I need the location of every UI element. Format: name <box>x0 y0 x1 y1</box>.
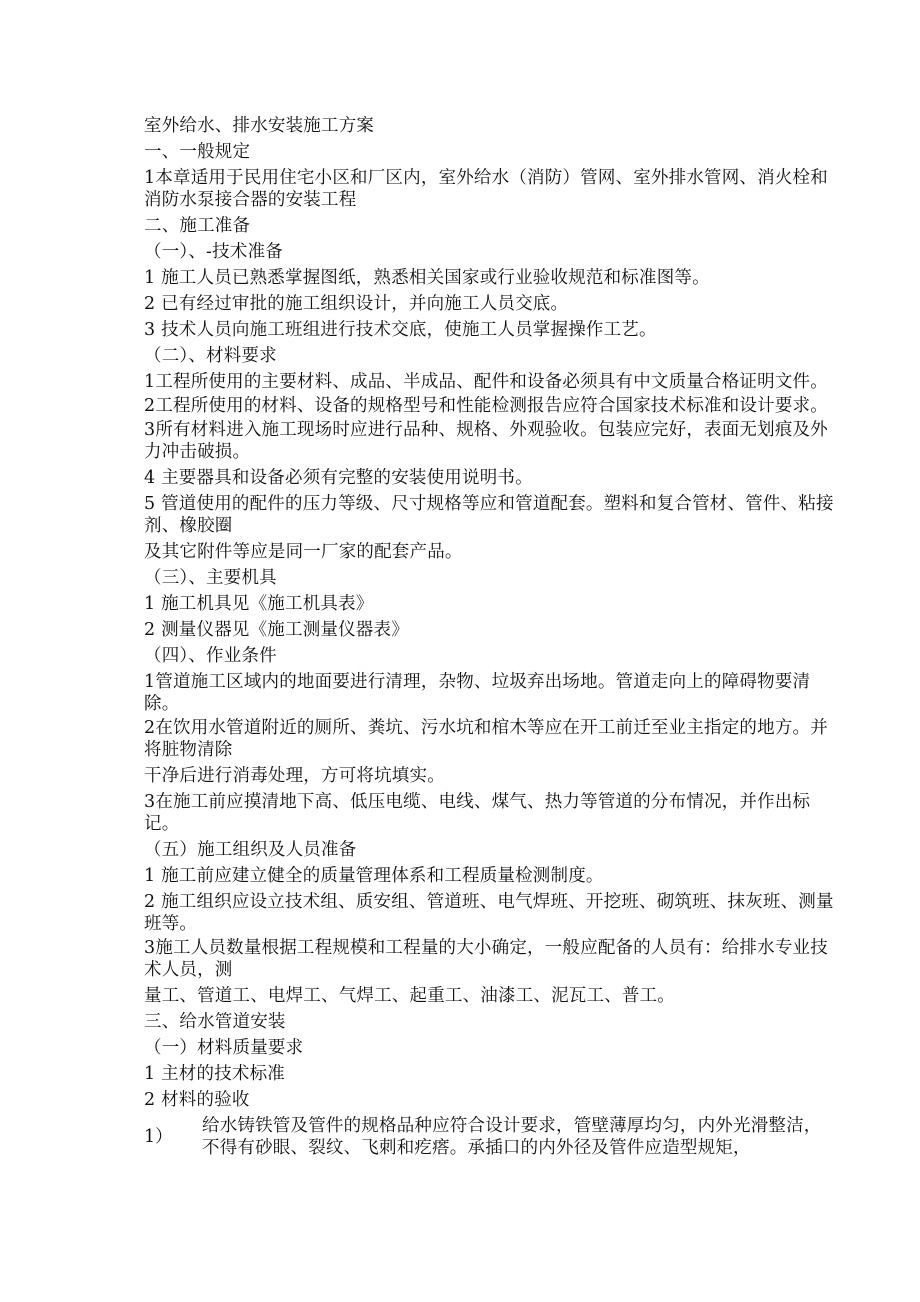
subsection-heading: （三）、主要机具 <box>144 568 277 588</box>
paragraph: 3施工人员数量根据工程规模和工程量的大小确定，一般应配备的人员有：给排水专业技术人员，测 <box>144 938 828 980</box>
paragraph: 1 主材的技术标准 <box>144 1064 285 1084</box>
paragraph: 1 施工前应建立健全的质量管理体系和工程质量检测制度。 <box>144 866 604 886</box>
paragraph: 2 已有经过审批的施工组织设计，并向施工人员交底。 <box>144 294 569 314</box>
paragraph: 2 测量仪器见《施工测量仪器表》 <box>144 620 409 640</box>
subsection-heading: （一）、-技术准备 <box>144 242 283 262</box>
paragraph: 5 管道使用的配件的压力等级、尺寸规格等应和管道配套。塑料和复合管材、管件、粘接剂、橡胶圈 <box>144 494 834 536</box>
paragraph: 3在施工前应摸清地下高、低压电缆、电线、煤气、热力等管道的分布情况，并作出标记。 <box>144 792 811 834</box>
subsection-heading: （四）、作业条件 <box>144 646 277 666</box>
paragraph: 4 主要器具和设备必须有完整的安装使用说明书。 <box>144 468 533 488</box>
paragraph-continuation: 干净后进行消毒处理，方可将坑填实。 <box>144 766 445 786</box>
paragraph: 1本章适用于民用住宅小区和厂区内，室外给水（消防）管网、室外排水管网、消火栓和消防水泵接合器的安装工程 <box>144 168 828 210</box>
document-title: 室外给水、排水安装施工方案 <box>144 116 375 136</box>
paragraph-continuation: 及其它附件等应是同一厂家的配套产品。 <box>144 542 463 562</box>
paragraph: 1 施工人员已熟悉掌握图纸，熟悉相关国家或行业验收规范和标准图等。 <box>144 268 710 288</box>
paragraph: 2工程所使用的材料、设备的规格型号和性能检测报告应符合国家技术标准和设计要求。 <box>144 396 828 416</box>
paragraph: 2 施工组织应设立技术组、质安组、管道班、电气焊班、开挖班、砌筑班、抹灰班、测量班等。 <box>144 892 834 934</box>
paragraph: 3 技术人员向施工班组进行技术交底，使施工人员掌握操作工艺。 <box>144 320 657 340</box>
list-item <box>144 1115 834 1159</box>
paragraph: 2 材料的验收 <box>144 1090 250 1110</box>
paragraph: 1 施工机具见《施工机具表》 <box>144 594 374 614</box>
list-item-text: 给水铸铁管及管件的规格品种应符合设计要求，管壁薄厚均匀，内外光滑整洁，不得有砂眼、裂纹、飞刺和疙瘩。承插口的内外径及管件应造型规矩， <box>202 1116 822 1158</box>
subsection-heading: （一）材料质量要求 <box>144 1038 304 1058</box>
list-item-number: 1） <box>144 1127 173 1147</box>
section-heading: 三、给水管道安装 <box>144 1012 286 1032</box>
subsection-heading: （二）、材料要求 <box>144 346 277 366</box>
paragraph-continuation: 量工、管道工、电焊工、气焊工、起重工、油漆工、泥瓦工、普工。 <box>144 986 675 1006</box>
paragraph: 3所有材料进入施工现场时应进行品种、规格、外观验收。包装应完好，表面无划痕及外力冲击破损。 <box>144 420 828 462</box>
section-heading: 一、一般规定 <box>144 142 251 162</box>
subsection-heading: （五）施工组织及人员准备 <box>144 840 357 860</box>
document-page <box>144 113 834 1159</box>
section-heading: 二、施工准备 <box>144 216 251 236</box>
paragraph: 1工程所使用的主要材料、成品、半成品、配件和设备必须具有中文质量合格证明文件。 <box>144 372 828 392</box>
paragraph: 1管道施工区域内的地面要进行清理，杂物、垃圾弃出场地。管道走向上的障碍物要清除。 <box>144 672 811 714</box>
paragraph: 2在饮用水管道附近的厕所、粪坑、污水坑和棺木等应在开工前迁至业主指定的地方。并将脏物清除 <box>144 718 828 760</box>
